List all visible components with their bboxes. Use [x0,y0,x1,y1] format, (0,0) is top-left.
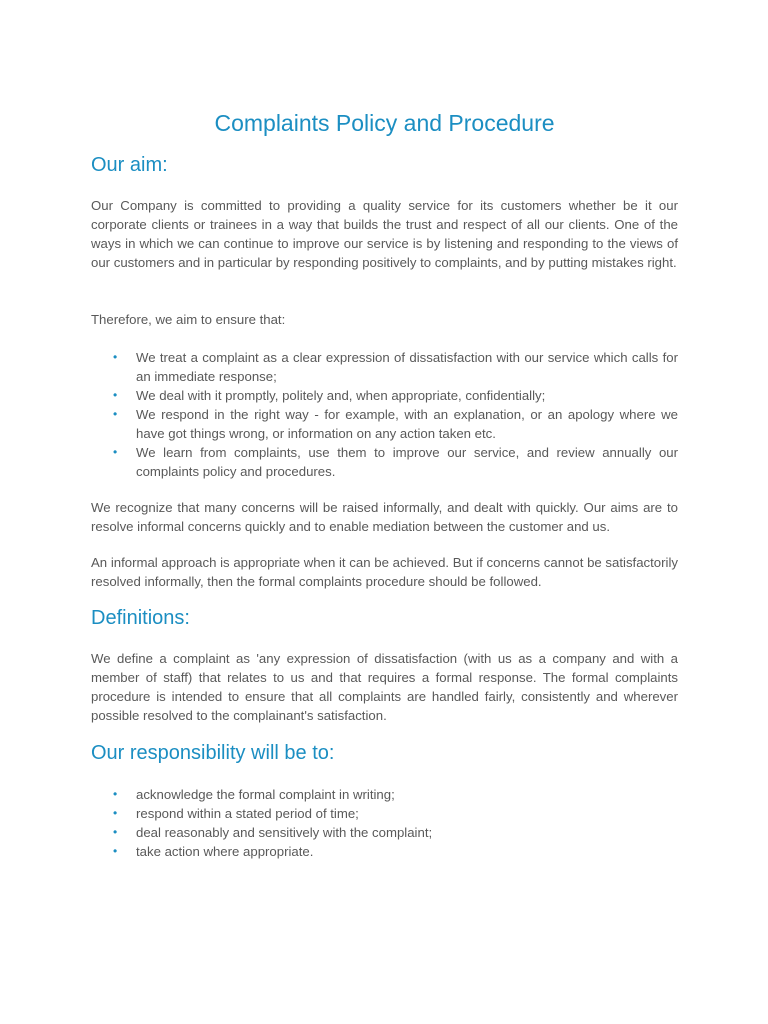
bullet-icon: • [113,350,118,364]
bullet-icon: • [113,787,118,801]
responsibility-bullet-text: acknowledge the formal complaint in writing; [136,787,395,802]
responsibility-bullet-text: deal reasonably and sensitively with the complaint; [136,825,433,840]
aim-paragraph-1: Our Company is committed to providing a quality service for its customers whether be it our corporate clients or trainees in a way that builds the trust and respect of all our clients. One of the ways in which we can continue to improve our service is by listening and responding to the views of our customers and in particular by responding positively to complaints, and by putting mistakes right. [91,198,678,270]
responsibility-bullet-item [91,785,678,804]
aim-paragraph-2: Therefore, we aim to ensure that: [91,312,286,327]
aim-bullet-text: We learn from complaints, use them to improve our service, and review annually our complaints policy and procedures. [136,445,678,479]
bullet-icon: • [113,825,118,839]
responsibility-bullet-list [91,785,678,861]
aim-paragraph-3: We recognize that many concerns will be raised informally, and dealt with quickly. Our aims are to resolve informal concerns quickly and to enable mediation between the customer and us. [91,500,678,534]
definitions-paragraph: We define a complaint as 'any expression of dissatisfaction (with us as a company and with a member of staff) that relates to us and that requires a formal response. The formal complaints procedure is intended to ensure that all complaints are handled fairly, consistently and wherever possible resolved to the complainant's satisfaction. [91,651,678,723]
bullet-icon: • [113,806,118,820]
heading-responsibility: Our responsibility will be to: [91,742,335,764]
aim-bullet-list [91,348,678,481]
aim-bullet-item [91,348,678,386]
aim-paragraph-4: An informal approach is appropriate when it can be achieved. But if concerns cannot be satisfactorily resolved informally, then the formal complaints procedure should be followed. [91,555,678,589]
bullet-icon: • [113,388,118,402]
aim-bullet-text: We treat a complaint as a clear expression of dissatisfaction with our service which calls for an immediate response; [136,350,678,384]
aim-bullet-item [91,405,678,443]
responsibility-bullet-item [91,804,678,823]
responsibility-bullet-item [91,823,678,842]
heading-our-aim: Our aim: [91,154,168,176]
aim-bullet-text: We deal with it promptly, politely and, when appropriate, confidentially; [136,388,546,403]
document-title: Complaints Policy and Procedure [214,110,555,136]
aim-bullet-text: We respond in the right way - for example, with an explanation, or an apology where we have got things wrong, or information on any action taken etc. [136,407,678,441]
aim-bullet-item [91,443,678,481]
bullet-icon: • [113,445,118,459]
bullet-icon: • [113,844,118,858]
responsibility-bullet-text: take action where appropriate. [136,844,314,859]
responsibility-bullet-item [91,842,678,861]
heading-definitions: Definitions: [91,607,190,629]
aim-bullet-item [91,386,678,405]
responsibility-bullet-text: respond within a stated period of time; [136,806,359,821]
bullet-icon: • [113,407,118,421]
